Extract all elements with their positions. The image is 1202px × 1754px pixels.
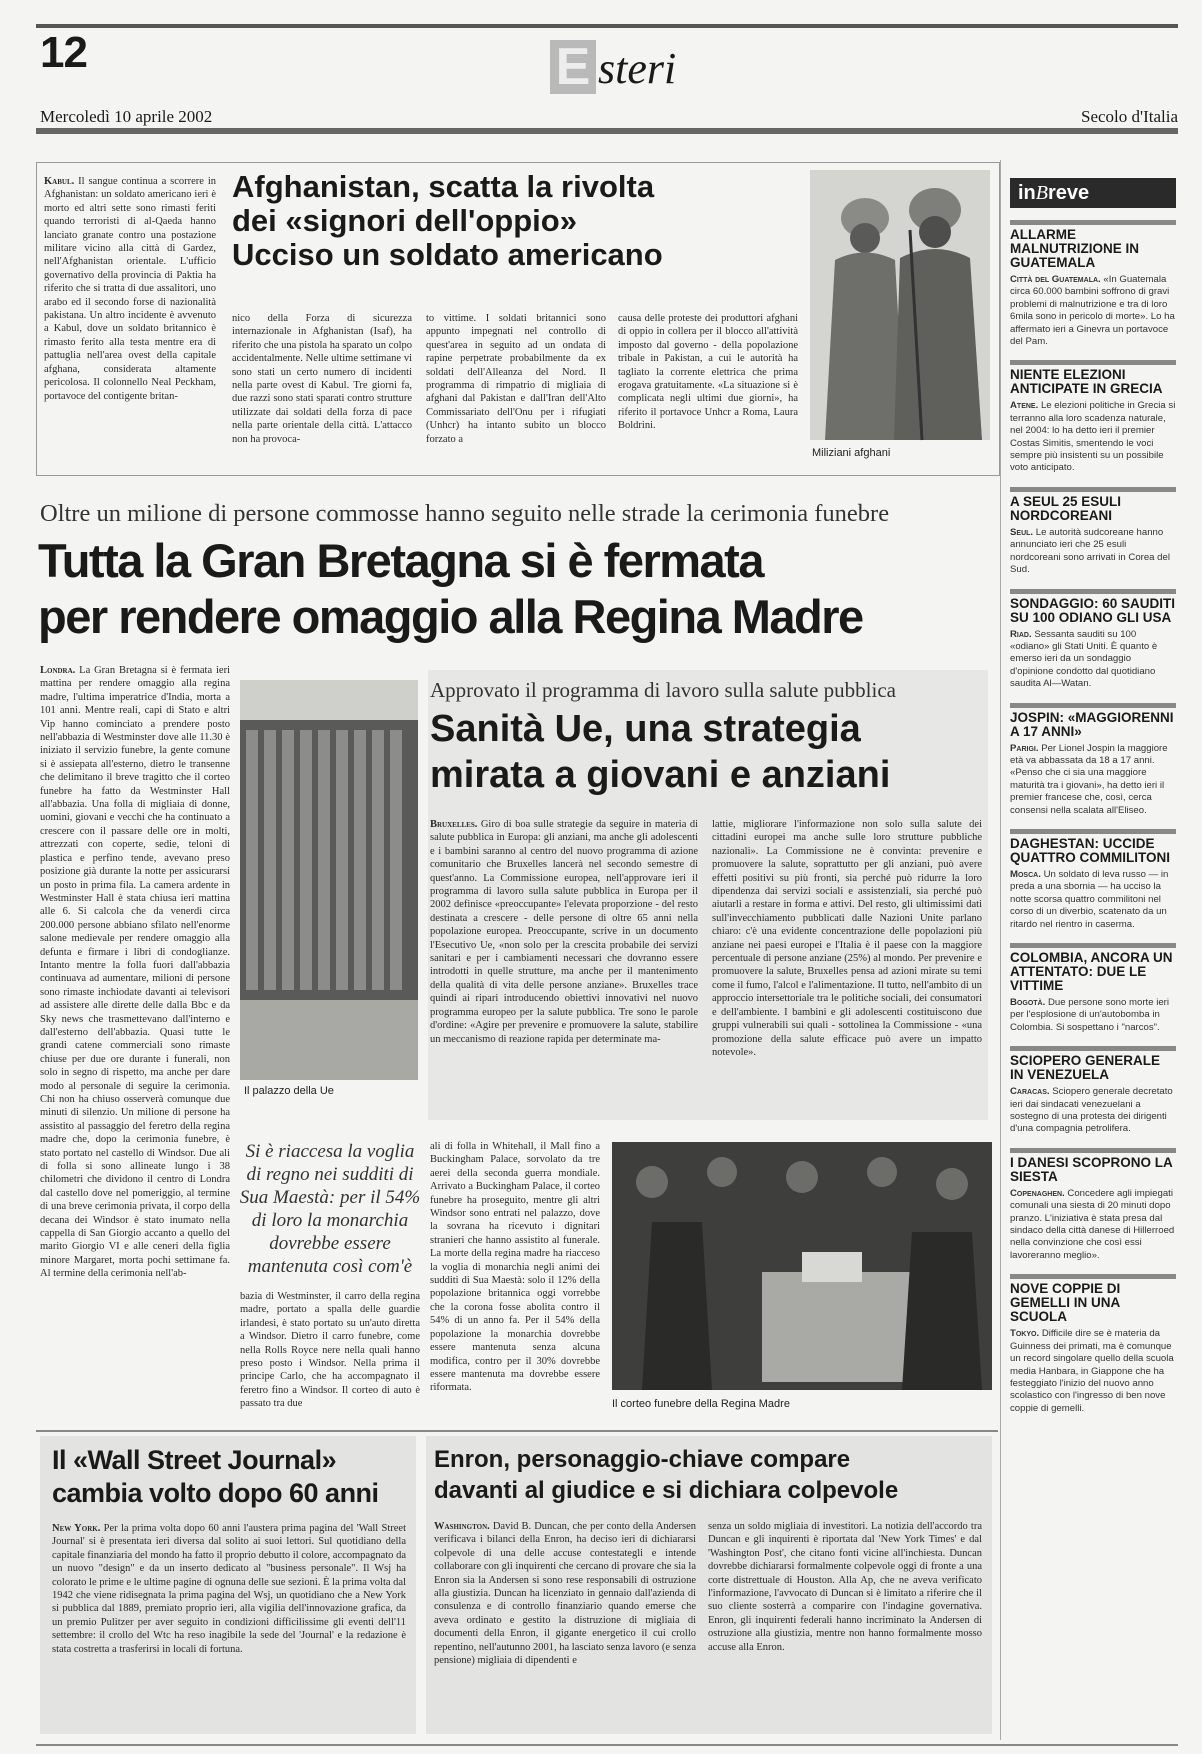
section-initial: E [550, 40, 596, 94]
brief-dateline: Città del Guatemala. [1010, 274, 1101, 285]
brief-bar [1010, 829, 1176, 834]
brief-body [1010, 1188, 1176, 1262]
brief-body [1010, 1328, 1176, 1415]
eu-building-photo [240, 680, 418, 1080]
brief-title: A SEUL 25 ESULI NORDCOREANI [1010, 493, 1122, 523]
regina-pull-quote: Si è riaccesa la voglia di regno nei sudditi di Sua Maestà: per il 54% di loro la monarchia dovrebbe essere mantenuta così com'è [239, 1141, 421, 1277]
bottom-section-rule [36, 1430, 998, 1432]
brief-item [1010, 487, 1176, 577]
brief-dateline: Parigi. [1010, 742, 1039, 754]
brief-title: COLOMBIA, ANCORA UN ATTENTATO: DUE LE VITTIME [1010, 950, 1173, 993]
brief-item [1010, 220, 1176, 348]
brief-item [1010, 1274, 1176, 1415]
brief-bar [1010, 1046, 1176, 1051]
brief-item [1010, 829, 1176, 931]
brief-item [1010, 589, 1176, 691]
brief-text: Difficile dire se è materia da Guinness dei primati, ma è comunque un record singolare quello della scuola media Hanbara, in Giappone che ha festeggiato l'inizio del nuovo anno scolastico con l'ingresso di ben nove coppie di gemelli. [1010, 1328, 1174, 1414]
enron-headline: Enron, personaggio-chiave compare davanti al giudice e si dichiara colpevole [434, 1446, 899, 1504]
afghan-photo-caption: Miliziani afghani [812, 447, 891, 459]
brief-item [1010, 360, 1176, 474]
brief-body [1010, 527, 1176, 577]
funeral-photo-caption: Il corteo funebre della Regina Madre [612, 1398, 790, 1410]
issue-date: Mercoledì 10 aprile 2002 [40, 107, 213, 126]
brief-text: Sessanta sauditi su 100 «odiano» gli Stati Uniti. È quanto è emerso ieri da un sondaggio d'opinione condotto dal quotidiano saudita Al—Watan. [1010, 628, 1158, 690]
brief-item [1010, 703, 1176, 817]
brief-bar [1010, 1274, 1176, 1279]
brief-title: NIENTE ELEZIONI ANTICIPATE IN GRECIA [1010, 367, 1163, 397]
section-title [550, 40, 676, 94]
sanita-col2: lattie, migliorare l'informazione non solo sulla salute dei cittadini europei ma anche sulle loro strutture pubbliche nazionali». La Commissione ne è convinta: prevenire e promuovere la salute, soprattutto per gli anziani, può avere effetti positivi su più fronti, sia perché può ridurre la loro dipendenza dai servizi sociali e assistenziali, sia perché può aiutarli a restare in forma e attivi. Del resto, gli ultimissimi dati sull'invecchiamento pubblicati dalle Nazioni Unite parlano chiaro: c'è una evidente concentrazione delle popolazioni più anziane nei paesi europei e l'Italia è il paese con la maggiore percentuale di persone anziane (25%) al mondo. Per prevenire e promuovere la salute, Bruxelles pensa ad azioni mirate su temi come il fumo, l'alcol e l'alimentazione. Il tutto, nell'ambito di un approccio intersettoriale tra le politiche sociali, dei consumatori e dell'ambiente. I bambini e gli adolescenti costituiscono due gruppi vulnerabili sui quali - sottolinea la Commissione - «una promozione della salute efficace può avere un impatto notevole». [712, 819, 982, 1058]
brief-dateline: Bogotà. [1010, 997, 1046, 1008]
brief-text: «In Guatemala circa 60.000 bambini soffrono di gravi problemi di malnutrizione e tra di loro 6mila sono in pericolo di morte». Lo ha affermato ieri a Ginevra un portavoce del Pam. [1010, 274, 1175, 348]
brief-title: ALLARME MALNUTRIZIONE IN GUATEMALA [1010, 227, 1139, 270]
regina-col3: ali di folla in Whitehall, il Mall fino a Buckingham Palace, sorvolato da tre aerei della seconda guerra mondiale. Arrivato a Buckingham Palace, il corteo funebre ha proseguito, mentre gli altri Windsor sono entrati nel palazzo, dove la sovrana ha ricevuto i dignitari stranieri che hanno assistito al funerale. La morte della regina madre ha riacceso la voglia di monarchia negli animi dei sudditi di Sua Maestà: solo il 12% della popolazione britannica oggi vorrebbe che la corona fosse abolita contro il 54% di un anno fa. Per il 54% della popolazione la monarchia dovrebbe essere mantenuta senza alcuna modifica, contro per il 30% dovrebbe essere mantenuta ma dovrebbe essere riformata. [430, 1141, 600, 1394]
brief-body [1010, 869, 1176, 931]
brief-body [1010, 997, 1176, 1034]
eu-photo-caption: Il palazzo della Ue [244, 1085, 334, 1097]
brief-body [1010, 1086, 1176, 1136]
paper-name: Secolo d'Italia [1080, 107, 1178, 126]
brief-bar [1010, 1148, 1176, 1153]
enron-col1: Washington. David B. Duncan, che per conto della Andersen verificava i bilanci della Enron, ha deciso ieri di dichiararsi colpevole di una delle accuse contestategli e intende collaborare con gli inquirenti che cercano di provare che sia la Enron sia la Andersen si sono rese responsabili di ostruzione alla giustizia. Duncan ha licenziato in gennaio dall'azienda di consulenza e di controllo finanziario quando emerse che aveva ordinato e gestito la distruzione di migliaia di documenti della Enron, il gigante energetico il cui crollo repentino, nell'autunno 2001, ha lasciato senza lavoro (e senza pensione) migliaia di dipendenti e [434, 1521, 697, 1667]
brief-item [1010, 1046, 1176, 1136]
brief-title: SONDAGGIO: 60 SAUDITI SU 100 ODIANO GLI USA [1010, 595, 1176, 625]
brief-body [1010, 274, 1176, 348]
brief-title: SCIOPERO GENERALE IN VENEZUELA [1010, 1053, 1161, 1083]
section-rest: steri [598, 44, 677, 93]
wsj-body: New York. Per la prima volta dopo 60 anni l'austera prima pagina del 'Wall Street Journal' si è presentata ieri diversa dal solito ai suoi lettori. Sul quotidiano della capitale finanziaria del mondo ha fatto il proprio debutto il colore, accompagnato da un nuovo "design" e da un inserto dedicato al "business personale". Il Wsj ha colorato le prime e le ultime pagine di ognuna delle sue sezioni. È la prima volta dal 1942 che viene ridisegnata la prima pagina del Wsj, un quotidiano che a New York si pubblica dal 1889, premiato proprio ieri, alla vigilia dell'innovazione grafica, da un premio Pulitzer per aver seguito in condizioni difficilissime gli eventi dell'11 settembre: il crollo del Wtc ha reso inagibile la sede del 'Journal' e la redazione è stata costretta a trasferirsi in locali di fortuna. [52, 1523, 407, 1655]
brief-dateline: Seul. [1010, 526, 1034, 538]
regina-kicker: Oltre un milione di persone commosse hanno seguito nelle strade la cerimonia funebre [40, 500, 890, 527]
brief-bar [1010, 360, 1176, 365]
afghan-col3: to vittime. I soldati britannici sono appunto impegnati nel controllo di quest'area in seguito ad un ondata di rapine perpetrate probabilmente da ex soldati dell'Alleanza del Nord. Il programma di rimpatrio di migliaia di afghani dal Pakistan e dall'Iran dell'Alto Commissariato dell'Onu per i rifugiati (Unhcr) ha intanto subito un blocco forzato a [426, 313, 606, 445]
brief-title: I DANESI SCOPRONO LA SIESTA [1010, 1154, 1173, 1184]
header-rule [36, 128, 1178, 134]
regina-col1: Londra. La Gran Bretagna si è fermata ieri mattina per rendere omaggio alla regina madre, l'ultima imperatrice d'India, morta a 101 anni. Mentre reali, capi di Stato e altri Vip hanno cominciato a prendere posto nell'abbazia di Westminster dove alle 11.30 è iniziato il servizio funebre, la gente comune si è assiepata all'esterno, dietro le transenne che delimitano il breve tragitto che il corteo funebre ha fatto da Westminster Hall all'abbazia. Una folla di migliaia di donne, uomini, giovani e vecchi che ha continuato a crescere con il passare delle ore in molti, attrezzati con coperte, sedie, teloni di plastica e perfino tende, avevano preso posizione già durante la notte per assicurarsi un posto in prima fila. La camera ardente in Westminster Hall è stata chiusa ieri mattina alle 6. Si calcola che da venerdì circa 200.000 persone abbiano sfilato nell'enorme salone medievale per rendere omaggio alla defunta e firmare i libri di condoglianze. Intanto mentre la folla fuori dall'abbazia continuava ad aumentare, milioni di persone sono rimaste inchiodate davanti ai televisori ad assistere alle dirette delle dalla Bbc e da Sky news che trasmettevano dall'interno e dall'esterno dell'abbazia. Quasi tutte le grandi catene commerciali sono rimaste chiuse per due ore durante i funerali, non solo in segno di rispetto, ma anche per dare modo al personale di seguire la cerimonia. Chi non ha chiuso osserverà comunque due minuti di silenzio. Un milione di persone ha assistito al passaggio del feretro della regina madre che, dopo la cerimonia funebre, è stato portato nel castello di Windsor. Due ali di folla si sono allineate lungo i 38 chilometri che dividono il centro di Londra dal castello dove nel pomeriggio, al termine di una breve cerimonia privata, il corpo della decana dei Windsor è stato inumato nella cappella di San Giorgio accanto a quello del marito Giorgio VI e alle ceneri della figlia minore Margaret, morta pochi settimane fa. Al termine della cerimonia nell'ab- [40, 665, 230, 1280]
side-column-divider [1000, 160, 1001, 1740]
afghan-militia-photo [810, 170, 990, 440]
afghan-col2: nico della Forza di sicurezza internazionale in Afghanistan (Isaf), ha riferito che una pistola ha sparato un colpo accidentalmente. Nelle ultime settimane vi sono stati un certo numero di incidenti nella parte ovest di Kabul. Tre giorni fa, due razzi sono stati sparati contro strutture utilizzate dai soldati della forza di pace nella parte orientale della città. L'attacco non ha provoca- [232, 313, 412, 445]
brief-bar [1010, 487, 1176, 492]
brief-bar [1010, 943, 1176, 948]
wsj-headline: Il «Wall Street Journal» cambia volto dopo 60 anni [52, 1445, 379, 1508]
afghan-col4: causa delle proteste dei produttori afghani di oppio in collera per il blocco all'attività imposto dal governo - della popolazione tribale in Pakistan, a cui le autorità ha tagliato la corrente elettrica che prima erogava gratuitamente. «La situazione si è complicata negli ultimi due giorni», ha riferito il portavoce Unhcr a Roma, Laura Boldrini. [618, 313, 798, 432]
brief-text: Sciopero generale decretato ieri dai sindacati venezuelani a sostegno di una protesta dei dirigenti d'una compagnia petrolifera. [1010, 1086, 1173, 1135]
brief-dateline: Copenaghen. [1010, 1187, 1065, 1199]
in-breve-header: inBreve [1010, 178, 1176, 208]
brief-text: Due persone sono morte ieri per l'esplosione di un'autobomba in Colombia. Si sospettano i "narcos". [1010, 997, 1169, 1033]
brief-item [1010, 943, 1176, 1034]
afghan-headline: Afghanistan, scatta la rivolta dei «signori dell'oppio» Ucciso un soldato americano [232, 169, 663, 273]
page-number: 12 [40, 28, 87, 77]
enron-col2: senza un soldo migliaia di investitori. La notizia dell'accordo tra Duncan e gli inquirenti è riportata dal 'New York Times' e dal 'Washington Post', che citano fonti vicine all'inchiesta. Duncan dovrebbe dichiararsi formalmente colpevole oggi di fronte a una corte distrettuale di Houston. Alla Ap, che ne aveva verificato l'informazione, l'avvocato di Duncan si è limitato a riferire che il suo cliente sosterrà a comparire con l'indagine governativa. Enron, gli inquirenti federali hanno incriminato la Andersen di ostruzione alla giustizia, mentre non hanno formalmente mosso accuse alla Enron. [708, 1521, 982, 1653]
brief-body [1010, 400, 1176, 474]
brief-bar [1010, 589, 1176, 594]
brief-text: Le autorità sudcoreane hanno annunciato ieri che 25 esuli nordcoreani sono arrivati in Corea del Sud. [1010, 526, 1170, 576]
sanita-kicker: Approvato il programma di lavoro sulla salute pubblica [430, 678, 896, 702]
brief-body [1010, 629, 1176, 691]
top-rule [36, 24, 1178, 28]
brief-text: Un soldato di leva russo — in preda a una sbornia — ha ucciso la notte scorsa quattro commilitoni nel corso di un diverbio, scatenato da un ritardo nel rientro in caserma. [1010, 868, 1169, 930]
in-breve-list [1010, 220, 1176, 1415]
brief-title: NOVE COPPIE DI GEMELLI IN UNA SCUOLA [1010, 1281, 1121, 1325]
regina-col2: bazia di Westminster, il carro della regina madre, portato a spalla delle guardie irlandesi, è stato portato su un'auto diretta a Windsor. Dietro il carro funebre, come nella Rolls Royce nere nella quali hanno preso posto i Windsor. Nella prima il principe Carlo, che ha accompagnato il feretro fino a Windsor. Il corteo di auto è passato tra due [240, 1291, 420, 1410]
brief-bar [1010, 703, 1176, 708]
regina-headline: Tutta la Gran Bretagna si è fermata per rendere omaggio alla Regina Madre [38, 534, 863, 643]
in-breve-column [1010, 178, 1176, 1415]
brief-dateline: Caracas. [1010, 1086, 1050, 1098]
brief-title: JOSPIN: «MAGGIORENNI A 17 ANNI» [1010, 709, 1174, 739]
funeral-photo [612, 1142, 992, 1390]
brief-dateline: Atene. [1010, 400, 1039, 412]
footer-rule [36, 1744, 1178, 1746]
brief-dateline: Riad. [1010, 628, 1032, 640]
sanita-headline: Sanità Ue, una strategia mirata a giovani e anziani [430, 708, 891, 796]
funeral-procession-illustration [612, 1142, 992, 1390]
brief-item [1010, 1148, 1176, 1262]
eu-building-illustration [240, 680, 418, 1080]
brief-bar [1010, 220, 1176, 225]
brief-body [1010, 743, 1176, 817]
afghan-col1: Kabul. Il sangue continua a scorrere in Afghanistan: un soldato americano ieri è morto ed altri sette sono rimasti feriti quando terroristi di al-Qaeda hanno lanciato granate contro una postazione militare vicino alla città di Gardez, nell'Afghanistan orientale. L'ufficio governativo della provincia di Paktia ha riferito che si tratta di due assalitori, uno arabo ed il secondo forse di nazionalità pakistana. Un altro incidente è avvenuto a Kabul, dove un soldato britannico è rimasto ferito alla testa mentre era di pattuglia nell'area ovest della capitale afghana, considerata altamente pericolosa. Il colonnello Neal Peckham, portavoce del contigente britan- [44, 176, 216, 402]
brief-dateline: Mosca. [1010, 868, 1041, 880]
brief-title: DAGHESTAN: UCCIDE QUATTRO COMMILITONI [1010, 835, 1170, 865]
brief-dateline: Tokyo. [1010, 1328, 1040, 1340]
militia-figures-illustration [810, 170, 990, 440]
brief-text: Le elezioni politiche in Grecia si terranno alla loro scadenza naturale, nel 2004: lo ha detto ieri il premier Costas Simitis, smentendo le voci sempre più insistenti su un possibile voto anticipato. [1010, 400, 1176, 474]
brief-text: Per Lionel Jospin la maggiore età va abbassata da 18 a 17 anni. «Penso che ci sia una maggiore maturità tra i giovani», ha detto ieri il premier francese che, così, cerca consensi nella scalata all'Eliseo. [1010, 742, 1168, 816]
sanita-col1: Bruxelles. Giro di boa sulle strategie da seguire in materia di salute pubblica in Europa: gli anziani, ma anche gli adolescenti e i bambini saranno al centro del nuovo programma di azione comunitario che Bruxelles lancerà nel secondo semestre di quest'anno. La Commissione europea, nell'approvare ieri il programma di lavoro sulla salute pubblica in Europa per il 2002 definisce «preoccupante» l'elevata proporzione - del resto destinata a crescere - delle persone di oltre 65 anni nella popolazione europea. Preoccupante, scrive in un documento l'Esecutivo Ue, «non solo per la crescita probabile dei servizi sanitari e per i cambiamenti necessari che dovranno essere introdotti in quelle strutture, ma anche per il mantenimento della qualità di vita delle persone anziane». Bruxelles trace quindi ai ripari introducendo obiettivi innovativi nel nuovo programma europeo per la salute pubblica. Tre sono le parole d'ordine: «Agire per prevenire e promuovere la salute, stabilire un meccanismo di reazione rapida per determinate ma- [430, 819, 698, 1045]
brief-text: Concedere agli impiegati comunali una siesta di 20 minuti dopo pranzo. L'iniziativa è stata presa dal sindaco della città danese di Hillerroed nella convinzione che così essi lavoreranno meglio». [1010, 1187, 1175, 1261]
